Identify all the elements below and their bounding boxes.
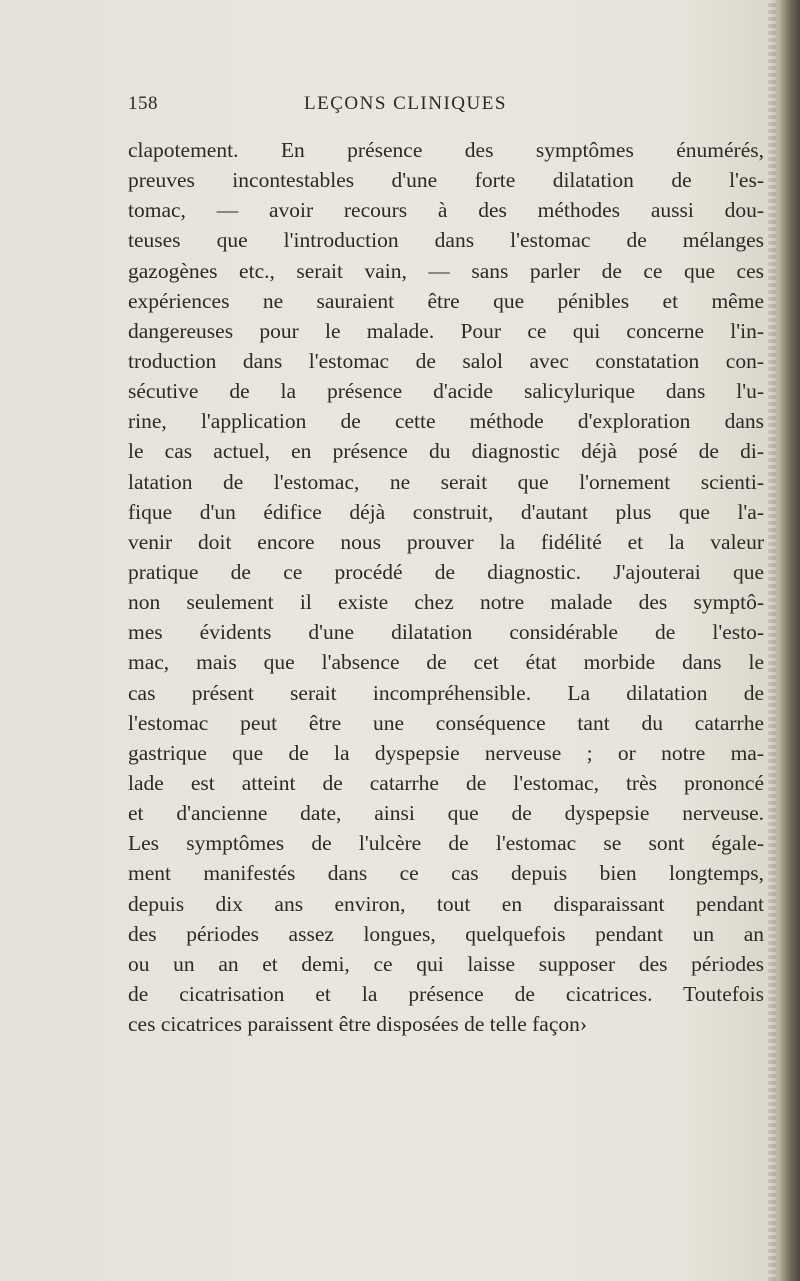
- text-line: lade est atteint de catarrhe de l'estomac, très prononcé: [128, 770, 764, 795]
- text-line: tomac, — avoir recours à des méthodes aussi dou-: [128, 198, 764, 223]
- text-line: teuses que l'introduction dans l'estomac de mélanges: [128, 228, 764, 253]
- text-line: troduction dans l'estomac de salol avec constatation con-: [128, 348, 764, 373]
- text-line: non seulement il existe chez notre malade des symptô-: [128, 590, 764, 615]
- text-line: gazogènes etc., serait vain, — sans parler de ce que ces: [128, 258, 764, 283]
- text-line: des périodes assez longues, quelquefois pendant un an: [128, 921, 764, 946]
- text-line: venir doit encore nous prouver la fidélité et la valeur: [128, 529, 764, 554]
- text-line: ment manifestés dans ce cas depuis bien longtemps,: [128, 861, 764, 886]
- text-line: l'estomac peut être une conséquence tant du catarrhe: [128, 710, 764, 735]
- text-line: pratique de ce procédé de diagnostic. J'ajouterai que: [128, 559, 764, 584]
- body-text: [128, 135, 768, 1039]
- text-line: mac, mais que l'absence de cet état morbide dans le: [128, 650, 764, 675]
- page-edge-shadow: [768, 0, 800, 1281]
- text-line: Les symptômes de l'ulcère de l'estomac se sont égale-: [128, 831, 764, 856]
- text-line: fique d'un édifice déjà construit, d'autant plus que l'a-: [128, 499, 764, 524]
- text-line: rine, l'application de cette méthode d'exploration dans: [128, 409, 764, 434]
- text-line: le cas actuel, en présence du diagnostic déjà posé de di-: [128, 439, 764, 464]
- text-line: preuves incontestables d'une forte dilatation de l'es-: [128, 168, 764, 193]
- text-line: dangereuses pour le malade. Pour ce qui concerne l'in-: [128, 318, 764, 343]
- page-header: [128, 93, 768, 123]
- page-number: 158: [128, 93, 158, 114]
- text-line: expériences ne sauraient être que pénibles et même: [128, 288, 764, 313]
- text-line: sécutive de la présence d'acide salicylurique dans l'u-: [128, 379, 764, 404]
- text-line: et d'ancienne date, ainsi que de dyspepsie nerveuse.: [128, 801, 764, 826]
- text-line: ces cicatrices paraissent être disposées de telle façon›: [128, 1012, 588, 1037]
- text-line: latation de l'estomac, ne serait que l'ornement scienti-: [128, 469, 764, 494]
- running-title: LEÇONS CLINIQUES: [304, 93, 507, 114]
- text-line: de cicatrisation et la présence de cicatrices. Toutefois: [128, 981, 764, 1006]
- text-line: gastrique que de la dyspepsie nerveuse ; or notre ma-: [128, 740, 764, 765]
- text-line: depuis dix ans environ, tout en disparaissant pendant: [128, 891, 764, 916]
- text-line: clapotement. En présence des symptômes énumérés,: [128, 138, 764, 162]
- text-line: mes évidents d'une dilatation considérable de l'esto-: [128, 620, 764, 645]
- text-line: ou un an et demi, ce qui laisse supposer des périodes: [128, 951, 764, 976]
- text-line: cas présent serait incompréhensible. La dilatation de: [128, 680, 764, 705]
